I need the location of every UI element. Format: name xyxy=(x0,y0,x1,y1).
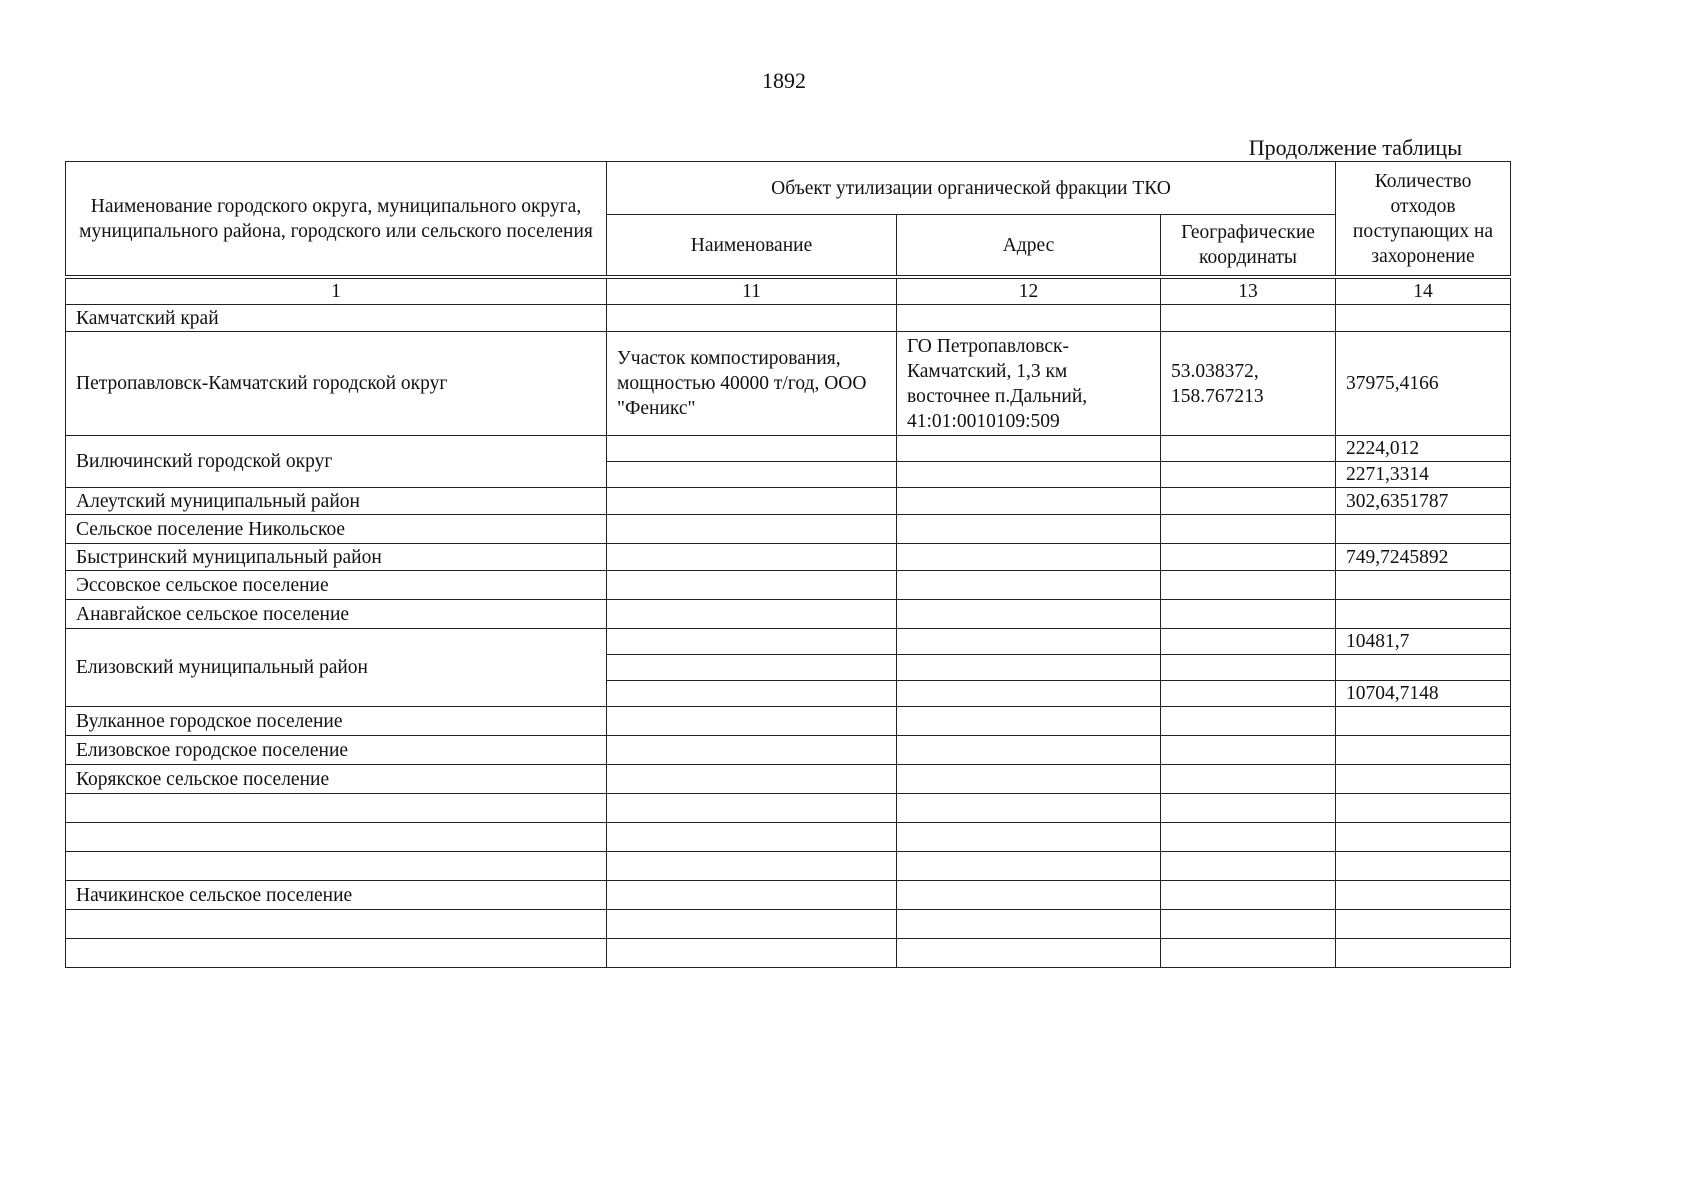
coordinates-cell xyxy=(1161,794,1336,823)
facility-name-cell xyxy=(607,765,897,794)
column-number: 11 xyxy=(607,279,897,305)
coordinates-cell xyxy=(1161,515,1336,544)
address-cell xyxy=(897,681,1161,707)
column-number: 12 xyxy=(897,279,1161,305)
table-row xyxy=(66,332,1511,436)
header-coordinates: Географические координаты xyxy=(1161,215,1336,276)
header-name: Наименование xyxy=(607,215,897,276)
coordinates-cell: 53.038372, 158.767213 xyxy=(1161,332,1336,436)
address-cell xyxy=(897,462,1161,488)
coordinates-cell xyxy=(1161,939,1336,968)
facility-name-cell xyxy=(607,515,897,544)
facility-name-cell xyxy=(607,571,897,600)
address-cell xyxy=(897,910,1161,939)
quantity-cell xyxy=(1336,571,1511,600)
municipality-cell: Корякское сельское поселение xyxy=(66,765,607,794)
facility-name-cell xyxy=(607,794,897,823)
facility-name-cell xyxy=(607,488,897,515)
table-row xyxy=(66,823,1511,852)
facility-name-cell xyxy=(607,629,897,655)
page-number: 1892 xyxy=(762,68,806,93)
coordinates-cell xyxy=(1161,823,1336,852)
quantity-cell xyxy=(1336,881,1511,910)
municipality-cell: Быстринский муниципальный район xyxy=(66,544,607,571)
municipality-cell: Камчатский край xyxy=(66,305,607,332)
municipality-cell: Елизовский муниципальный район xyxy=(66,629,607,707)
table-row xyxy=(66,707,1511,736)
header-quantity: Количество отходов поступающих на захоронение xyxy=(1336,162,1511,276)
table-row xyxy=(66,939,1511,968)
address-cell xyxy=(897,765,1161,794)
table-row xyxy=(66,881,1511,910)
quantity-cell xyxy=(1336,655,1511,681)
facility-name-cell xyxy=(607,462,897,488)
facility-name-cell xyxy=(607,852,897,881)
coordinates-cell xyxy=(1161,544,1336,571)
address-cell xyxy=(897,881,1161,910)
address-cell xyxy=(897,707,1161,736)
address-cell xyxy=(897,823,1161,852)
quantity-cell: 37975,4166 xyxy=(1336,332,1511,436)
facility-name-cell xyxy=(607,910,897,939)
coordinates-cell xyxy=(1161,436,1336,462)
municipality-cell xyxy=(66,823,607,852)
column-number: 14 xyxy=(1336,279,1511,305)
address-cell xyxy=(897,515,1161,544)
header-facility-group: Объект утилизации органической фракции ТКО xyxy=(607,162,1336,215)
table-row xyxy=(66,488,1511,515)
table-row xyxy=(66,436,1511,462)
quantity-cell: 749,7245892 xyxy=(1336,544,1511,571)
coordinates-cell xyxy=(1161,600,1336,629)
facility-name-cell xyxy=(607,681,897,707)
quantity-cell xyxy=(1336,765,1511,794)
address-cell xyxy=(897,794,1161,823)
address-cell xyxy=(897,571,1161,600)
table-row xyxy=(66,600,1511,629)
table-row xyxy=(66,765,1511,794)
municipality-cell: Эссовское сельское поселение xyxy=(66,571,607,600)
table-row xyxy=(66,544,1511,571)
quantity-cell xyxy=(1336,910,1511,939)
quantity-cell xyxy=(1336,823,1511,852)
table-row xyxy=(66,515,1511,544)
header-municipality: Наименование городского округа, муниципального округа, муниципального района, городского или сельского поселения xyxy=(66,162,607,276)
quantity-cell: 10704,7148 xyxy=(1336,681,1511,707)
address-cell: ГО Петропавловск-Камчатский, 1,3 км восточнее п.Дальний, 41:01:0010109:509 xyxy=(897,332,1161,436)
address-cell xyxy=(897,488,1161,515)
quantity-cell: 302,6351787 xyxy=(1336,488,1511,515)
facility-name-cell xyxy=(607,736,897,765)
quantity-cell xyxy=(1336,707,1511,736)
table-row xyxy=(66,794,1511,823)
address-cell xyxy=(897,939,1161,968)
coordinates-cell xyxy=(1161,488,1336,515)
quantity-cell xyxy=(1336,600,1511,629)
quantity-cell xyxy=(1336,736,1511,765)
header-row-1 xyxy=(66,162,1511,215)
table-row xyxy=(66,629,1511,655)
address-cell xyxy=(897,655,1161,681)
municipality-cell xyxy=(66,794,607,823)
municipality-cell: Елизовское городское поселение xyxy=(66,736,607,765)
coordinates-cell xyxy=(1161,707,1336,736)
facility-name-cell xyxy=(607,600,897,629)
column-number: 13 xyxy=(1161,279,1336,305)
coordinates-cell xyxy=(1161,681,1336,707)
coordinates-cell xyxy=(1161,571,1336,600)
coordinates-cell xyxy=(1161,765,1336,794)
municipality-cell: Петропавловск-Камчатский городской округ xyxy=(66,332,607,436)
coordinates-cell xyxy=(1161,629,1336,655)
coordinates-cell xyxy=(1161,852,1336,881)
municipality-cell: Сельское поселение Никольское xyxy=(66,515,607,544)
municipality-cell: Вилючинский городской округ xyxy=(66,436,607,488)
table-row xyxy=(66,852,1511,881)
municipality-cell: Анавгайское сельское поселение xyxy=(66,600,607,629)
facility-name-cell xyxy=(607,939,897,968)
facility-name-cell xyxy=(607,881,897,910)
quantity-cell: 2271,3314 xyxy=(1336,462,1511,488)
facility-name-cell xyxy=(607,707,897,736)
municipality-cell xyxy=(66,852,607,881)
municipality-cell: Начикинское сельское поселение xyxy=(66,881,607,910)
table-row xyxy=(66,736,1511,765)
facility-name-cell xyxy=(607,655,897,681)
facility-name-cell xyxy=(607,436,897,462)
municipality-cell: Вулканное городское поселение xyxy=(66,707,607,736)
address-cell xyxy=(897,305,1161,332)
municipality-cell xyxy=(66,939,607,968)
address-cell xyxy=(897,736,1161,765)
waste-facilities-table xyxy=(65,161,1511,968)
address-cell xyxy=(897,852,1161,881)
column-number: 1 xyxy=(66,279,607,305)
quantity-cell xyxy=(1336,852,1511,881)
quantity-cell xyxy=(1336,794,1511,823)
municipality-cell: Алеутский муниципальный район xyxy=(66,488,607,515)
coordinates-cell xyxy=(1161,305,1336,332)
quantity-cell xyxy=(1336,515,1511,544)
table-row xyxy=(66,571,1511,600)
table-continuation-caption: Продолжение таблицы xyxy=(1248,135,1462,160)
column-numbers-row xyxy=(66,279,1511,305)
quantity-cell xyxy=(1336,939,1511,968)
coordinates-cell xyxy=(1161,736,1336,765)
facility-name-cell xyxy=(607,305,897,332)
address-cell xyxy=(897,544,1161,571)
facility-name-cell: Участок компостирования, мощностью 40000 т/год, ООО "Феникс" xyxy=(607,332,897,436)
table-row xyxy=(66,305,1511,332)
table-row xyxy=(66,910,1511,939)
header-address: Адрес xyxy=(897,215,1161,276)
coordinates-cell xyxy=(1161,910,1336,939)
quantity-cell: 2224,012 xyxy=(1336,436,1511,462)
quantity-cell: 10481,7 xyxy=(1336,629,1511,655)
coordinates-cell xyxy=(1161,881,1336,910)
municipality-cell xyxy=(66,910,607,939)
quantity-cell xyxy=(1336,305,1511,332)
coordinates-cell xyxy=(1161,462,1336,488)
address-cell xyxy=(897,629,1161,655)
address-cell xyxy=(897,600,1161,629)
facility-name-cell xyxy=(607,823,897,852)
facility-name-cell xyxy=(607,544,897,571)
coordinates-cell xyxy=(1161,655,1336,681)
address-cell xyxy=(897,436,1161,462)
